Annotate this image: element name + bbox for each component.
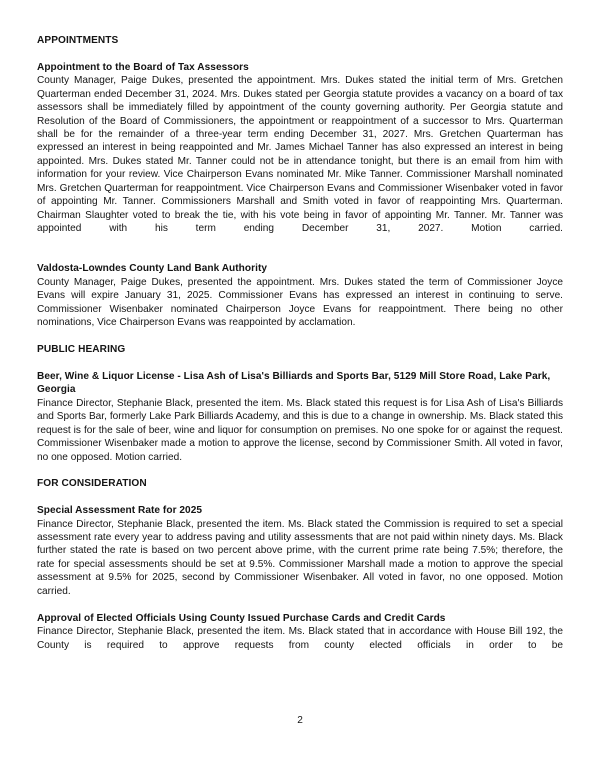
item-heading-special-assessment-rate-2025: Special Assessment Rate for 2025 [37,505,203,517]
item-body-beer-wine-liquor-license: Finance Director, Stephanie Black, presented the item. Ms. Black stated this request is for Lisa Ash of Lisa's Billiards and Sports Bar, formerly Lake Park Billiards Academy, and this is due to a change in ownership. Ms. Black stated this request is for the sale of beer, wine and liquor for consumption on premises. No one spoke for or against the request. Commissioner Wisenbaker made a motion to approve the license, second by Commissioner Smith. All voted in favor, no one opposed. Motion carried. [37,397,563,463]
section-heading-for-consideration: FOR CONSIDERATION [37,478,147,490]
section-heading-public-hearing: PUBLIC HEARING [37,344,126,356]
item-heading-elected-officials-purchase-cards: Approval of Elected Officials Using County Issued Purchase Cards and Credit Cards [37,612,446,624]
item-board-of-tax-assessors [37,61,563,249]
item-elected-officials-purchase-cards [37,612,563,666]
item-body-special-assessment-rate-2025: Finance Director, Stephanie Black, presented the item. Ms. Black stated the Commission is required to set a special assessment rate every year to address paving and utility assessments that are not paid within ninety days. Ms. Black further stated the rate is based on two percent above prime, with the current prime rate being 7.5%; therefore, the rate for special assessments should be set at 9.5%. Commissioner Marshall made a motion to approve the special assessment at 9.5% for 2025, second by Commissioner Wisenbaker. All voted in favor, no one opposed. Motion carried. [37,518,563,597]
item-body-elected-officials-purchase-cards: Finance Director, Stephanie Black, presented the item. Ms. Black stated that in accordance with House Bill 192, the County is required to approve requests from county elected officials in order to be [37,626,563,651]
document-body [37,34,563,665]
item-special-assessment-rate-2025 [37,504,563,598]
item-beer-wine-liquor-license [37,370,563,464]
item-heading-board-of-tax-assessors: Appointment to the Board of Tax Assessors [37,61,249,73]
item-heading-land-bank-authority: Valdosta-Lowndes County Land Bank Authority [37,263,268,275]
section-heading-appointments: APPOINTMENTS [37,35,119,46]
item-land-bank-authority [37,262,563,329]
item-heading-beer-wine-liquor-license: Beer, Wine & Liquor License - Lisa Ash of Lisa's Billiards and Sports Bar, 5129 Mill Store Road, Lake Park, Georgia [37,370,551,396]
item-body-land-bank-authority: County Manager, Paige Dukes, presented the appointment. Mrs. Dukes stated the term of Commissioner Joyce Evans will expire January 31, 2025. Commissioner Evans has expressed an interest in continuing to serve. Commissioner Wisenbaker nominated Chairperson Joyce Evans for reappointment. There being no other nominations, Vice Chairperson Evans was reappointed by acclamation. [37,276,563,329]
page-number: 2 [297,715,303,726]
item-body-board-of-tax-assessors: County Manager, Paige Dukes, presented the appointment. Mrs. Dukes stated the initial term of Mrs. Gretchen Quarterman ended December 31, 2024. Mrs. Dukes stated per Georgia statute provides a vacancy on a board of tax assessors shall be immediately filled by appointment of the county governing authority. Per Georgia statute and Resolution of the Board of Commissioners, the appointment or reappointment of a successor to Mrs. Quarterman shall be for the remainder of a three-year term ending December 31, 2027. Mrs. Gretchen Quarterman has expressed an interest in being reappointed and Mr. James Michael Tanner has also expressed an interest in being appointed. Mrs. Dukes stated Mr. Tanner could not be in attendance tonight, but there is an email from him with information for your review. Vice Chairperson Evans nominated Mr. Mike Tanner. Commissioner Marshall nominated Mrs. Gretchen Quarterman for reappointment. Vice Chairperson Evans and Commissioner Wisenbaker voted in favor of appointing Mr. Tanner. Commissioners Marshall and Smith voted in favor of reappointing Mrs. Quarterman. Chairman Slaughter voted to break the tie, with his vote being in favor of appointing Mr. Tanner. Mr. Tanner was appointed with his term ending December 31, 2027. Motion carried. [37,75,563,235]
